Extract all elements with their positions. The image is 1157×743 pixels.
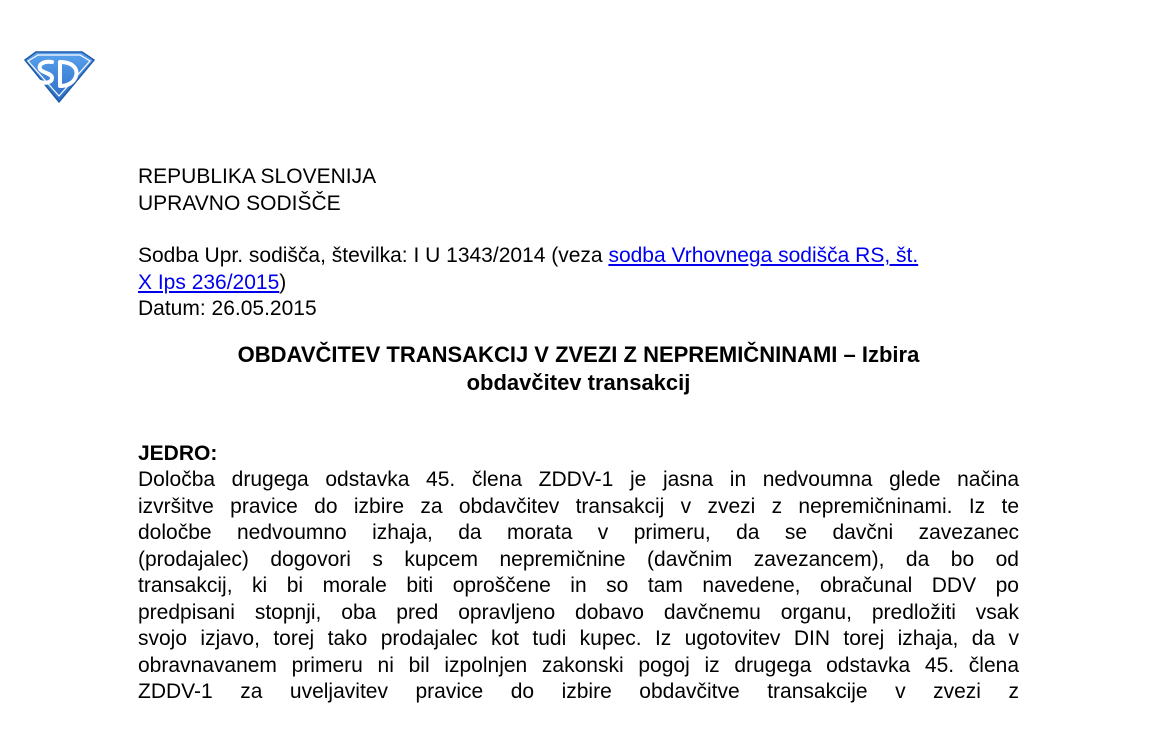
core-line: Določba drugega odstavka 45. člena ZDDV-1 je jasna in nedvoumna glede načina [138,468,1019,491]
case-reference [138,243,1019,270]
case-date: Datum: 26.05.2015 [138,297,317,320]
core-line: ZDDV-1 za uveljavitev pravice do izbire obdavčitve transakcije v zvezi z [138,680,1019,703]
court-shield-logo [22,50,96,104]
document-title [138,341,1019,397]
core-heading: JEDRO: [138,441,218,465]
header-court: UPRAVNO SODIŠČE [138,191,341,215]
core-line: obravnavanem primeru ni bil izpolnjen zakonski pogoj iz drugega odstavka 45. člena [138,653,1019,677]
core-line: predpisani stopnji, oba pred opravljeno dobavo davčnemu organu, predložiti vsak [138,600,1019,624]
header-republic: REPUBLIKA SLOVENIJA [138,165,377,188]
core-line: svojo izjavo, torej tako prodajalec kot tudi kupec. Iz ugotovitev DIN torej izhaja, da v [138,627,1019,650]
supreme-court-link[interactable]: sodba Vrhovnega sodišča RS, št. [608,244,919,267]
case-suffix: ) [279,270,287,294]
case-prefix: Sodba Upr. sodišča, številka: I U 1343/2014 (veza [138,244,609,267]
document-body [138,164,1019,706]
core-line: določbe nedvoumno izhaja, da morata v primeru, da se davčni zavezanec [138,521,1019,544]
core-line: izvršitve pravice do izbire za obdavčitev transakcij v zvezi z nepremičninami. Iz te [138,494,1019,518]
case-reference-cont [138,270,1019,297]
supreme-court-link-cont[interactable]: X Ips 236/2015 [138,270,280,294]
title-line-1: OBDAVČITEV TRANSAKCIJ V ZVEZI Z NEPREMIČNINAMI – Izbira [237,341,920,367]
core-line: transakcij, ki bi morale biti oproščene in so tam navedene, obračunal DDV po [138,574,1019,597]
core-paragraph [138,467,1019,706]
title-line-2: obdavčitev transakcij [466,369,691,395]
core-line: (prodajalec) dogovori s kupcem nepremičnine (davčnim zavezancem), da bo od [138,547,1019,571]
